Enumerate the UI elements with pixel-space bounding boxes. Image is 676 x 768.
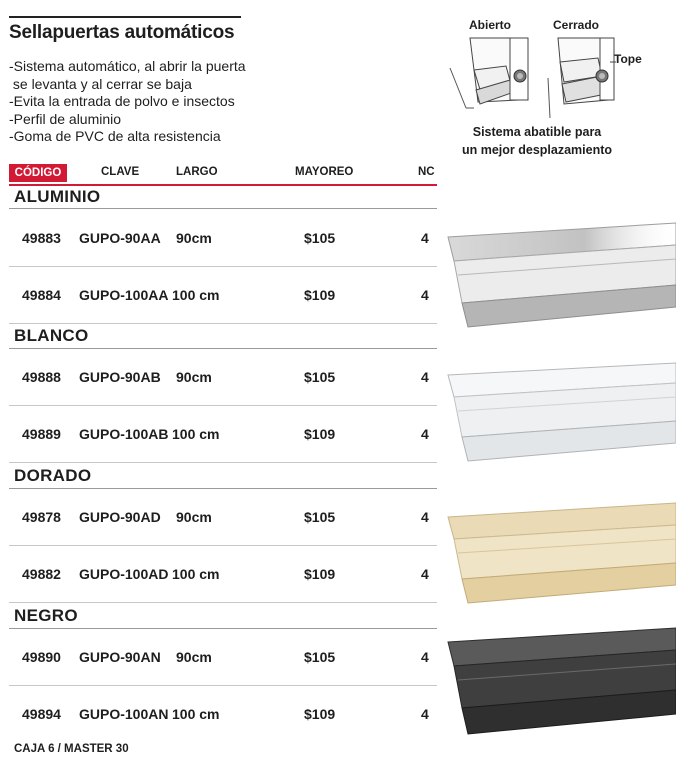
- header-rule: [9, 184, 437, 186]
- row-nc: 4: [421, 509, 429, 525]
- row-price: $109: [304, 706, 336, 722]
- row-code: 49894: [22, 706, 61, 722]
- open-door-illustration: [450, 38, 528, 108]
- title-rule: [9, 16, 241, 18]
- row-nc: 4: [421, 649, 429, 665]
- closed-door-illustration: [548, 38, 616, 118]
- row-code: 49888: [22, 369, 61, 385]
- row-key: GUPO-100AA: [79, 287, 169, 303]
- header-key: CLAVE: [101, 166, 140, 178]
- aluminum-profile-image: [440, 215, 676, 340]
- row-length: 90cm: [176, 230, 212, 246]
- row-nc: 4: [421, 369, 429, 385]
- row-key: GUPO-90AD: [79, 509, 161, 525]
- header-length: LARGO: [176, 166, 218, 178]
- header-code: CÓDIGO: [9, 164, 67, 182]
- row-nc: 4: [421, 426, 429, 442]
- row-rule: [9, 462, 437, 463]
- row-rule: [9, 266, 437, 267]
- row-rule: [9, 685, 437, 686]
- diagram-caption: [452, 123, 622, 159]
- category-title: DORADO: [14, 466, 92, 485]
- row-key: GUPO-100AN: [79, 706, 169, 722]
- feature-item: -Evita la entrada de polvo e insectos: [9, 93, 235, 109]
- row-rule: [9, 323, 437, 324]
- row-length: 90cm: [176, 369, 212, 385]
- row-nc: 4: [421, 230, 429, 246]
- row-length: 100 cm: [172, 706, 220, 722]
- row-price: $109: [304, 426, 336, 442]
- row-rule: [9, 545, 437, 546]
- gold-profile-image: [440, 495, 676, 615]
- caption-line: Sistema abatible para: [472, 125, 602, 139]
- row-code: 49882: [22, 566, 61, 582]
- white-profile-image: [440, 355, 676, 470]
- category-title: ALUMINIO: [14, 187, 101, 206]
- row-nc: 4: [421, 706, 429, 722]
- row-code: 49890: [22, 649, 61, 665]
- category-rule: [9, 628, 437, 629]
- row-nc: 4: [421, 566, 429, 582]
- row-code: 49889: [22, 426, 61, 442]
- caption-line: un mejor desplazamiento: [461, 143, 613, 157]
- header-nc: NC: [418, 166, 435, 178]
- packaging-note: CAJA 6 / MASTER 30: [14, 743, 129, 755]
- row-length: 100 cm: [172, 287, 220, 303]
- row-rule: [9, 405, 437, 406]
- category-rule: [9, 208, 437, 209]
- row-key: GUPO-90AN: [79, 649, 161, 665]
- black-profile-image: [440, 620, 676, 745]
- row-nc: 4: [421, 287, 429, 303]
- row-rule: [9, 602, 437, 603]
- row-length: 90cm: [176, 509, 212, 525]
- row-price: $109: [304, 566, 336, 582]
- feature-item: -Goma de PVC de alta resistencia: [9, 128, 221, 144]
- row-code: 49883: [22, 230, 61, 246]
- closed-label: Cerrado: [553, 18, 600, 32]
- row-length: 100 cm: [172, 426, 220, 442]
- feature-item: -Perfil de aluminio: [9, 110, 122, 127]
- row-code: 49884: [22, 287, 61, 303]
- row-price: $105: [304, 509, 336, 525]
- open-label: Abierto: [469, 18, 511, 32]
- row-price: $105: [304, 230, 336, 246]
- row-price: $109: [304, 287, 336, 303]
- feature-list: [9, 58, 246, 146]
- stop-label: Tope: [614, 52, 642, 66]
- category-title: NEGRO: [14, 606, 78, 625]
- header-price: MAYOREO: [295, 166, 354, 178]
- page-title: Sellapuertas automáticos: [9, 22, 235, 43]
- row-key: GUPO-90AB: [79, 369, 161, 385]
- feature-item: -Sistema automático, al abrir la puerta: [9, 58, 246, 74]
- row-key: GUPO-100AB: [79, 426, 169, 442]
- row-price: $105: [304, 369, 336, 385]
- category-title: BLANCO: [14, 326, 89, 345]
- category-rule: [9, 348, 437, 349]
- row-length: 90cm: [176, 649, 212, 665]
- row-length: 100 cm: [172, 566, 220, 582]
- row-code: 49878: [22, 509, 61, 525]
- row-price: $105: [304, 649, 336, 665]
- category-rule: [9, 488, 437, 489]
- door-system-illustration: [440, 32, 630, 122]
- feature-item: se levanta y al cerrar se baja: [9, 75, 192, 92]
- row-key: GUPO-90AA: [79, 230, 161, 246]
- row-key: GUPO-100AD: [79, 566, 169, 582]
